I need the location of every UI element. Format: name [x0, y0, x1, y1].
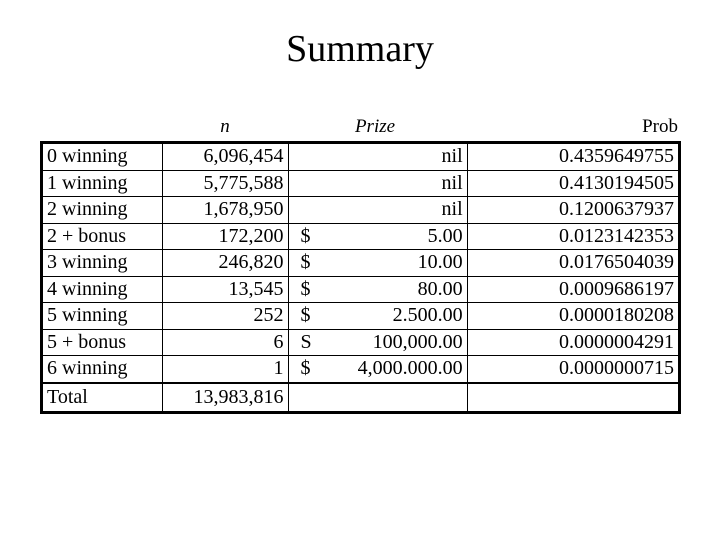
total-label: Total	[42, 383, 163, 413]
prize-amount: 10.00	[417, 251, 463, 274]
row-label: 2 winning	[42, 197, 163, 224]
table-row	[42, 276, 680, 303]
prize-amount: 100,000.00	[372, 330, 463, 353]
row-n: 1	[162, 356, 288, 383]
prize-currency: $	[300, 304, 311, 327]
table-row	[42, 356, 680, 383]
row-prize	[288, 303, 467, 330]
row-prize	[288, 329, 467, 356]
row-label: 6 winning	[42, 356, 163, 383]
row-label: 0 winning	[42, 143, 163, 171]
table-row	[42, 329, 680, 356]
header-prize: Prize	[354, 116, 396, 137]
table-row	[42, 143, 680, 171]
table-row	[42, 303, 680, 330]
row-prob: 0.0009686197	[467, 276, 679, 303]
total-prize	[288, 383, 467, 413]
row-prize	[288, 356, 467, 383]
row-prize	[288, 143, 467, 171]
prize-currency: S	[300, 330, 312, 353]
row-prob: 0.1200637937	[467, 197, 679, 224]
row-n: 252	[162, 303, 288, 330]
prize-currency: $	[300, 357, 311, 380]
table-row	[42, 170, 680, 197]
page-title: Summary	[286, 28, 434, 70]
row-prob: 0.0000004291	[467, 329, 679, 356]
row-label: 1 winning	[42, 170, 163, 197]
table-row	[42, 250, 680, 277]
row-label: 3 winning	[42, 250, 163, 277]
prize-currency: $	[300, 224, 311, 247]
table-row	[42, 223, 680, 250]
prize-currency: $	[300, 251, 311, 274]
row-prob: 0.0000180208	[467, 303, 679, 330]
row-n: 246,820	[162, 250, 288, 277]
row-n: 13,545	[162, 276, 288, 303]
total-prob	[467, 383, 679, 413]
row-prize	[288, 223, 467, 250]
row-label: 4 winning	[42, 276, 163, 303]
prize-currency: $	[300, 277, 311, 300]
row-prob: 0.4130194505	[467, 170, 679, 197]
row-prob: 0.0176504039	[467, 250, 679, 277]
row-prize	[288, 170, 467, 197]
row-n: 172,200	[162, 223, 288, 250]
row-prize	[288, 250, 467, 277]
total-row	[42, 383, 680, 413]
row-prize	[288, 197, 467, 224]
row-label: 2 + bonus	[42, 223, 163, 250]
prize-amount: nil	[441, 145, 463, 168]
total-n: 13,983,816	[162, 383, 288, 413]
header-n: n	[220, 116, 230, 137]
row-n: 5,775,588	[162, 170, 288, 197]
prize-amount: 5.00	[427, 224, 463, 247]
prize-amount: 4,000.000.00	[357, 357, 463, 380]
row-n: 1,678,950	[162, 197, 288, 224]
row-n: 6,096,454	[162, 143, 288, 171]
row-prob: 0.0123142353	[467, 223, 679, 250]
prize-amount: 2.500.00	[392, 304, 463, 327]
prize-amount: 80.00	[417, 277, 463, 300]
row-prob: 0.0000000715	[467, 356, 679, 383]
row-label: 5 winning	[42, 303, 163, 330]
header-prob: Prob	[642, 116, 678, 137]
row-label: 5 + bonus	[42, 329, 163, 356]
row-n: 6	[162, 329, 288, 356]
table-row	[42, 197, 680, 224]
prize-amount: nil	[441, 198, 463, 221]
summary-table	[40, 141, 681, 414]
prize-amount: nil	[441, 171, 463, 194]
row-prize	[288, 276, 467, 303]
row-prob: 0.4359649755	[467, 143, 679, 171]
